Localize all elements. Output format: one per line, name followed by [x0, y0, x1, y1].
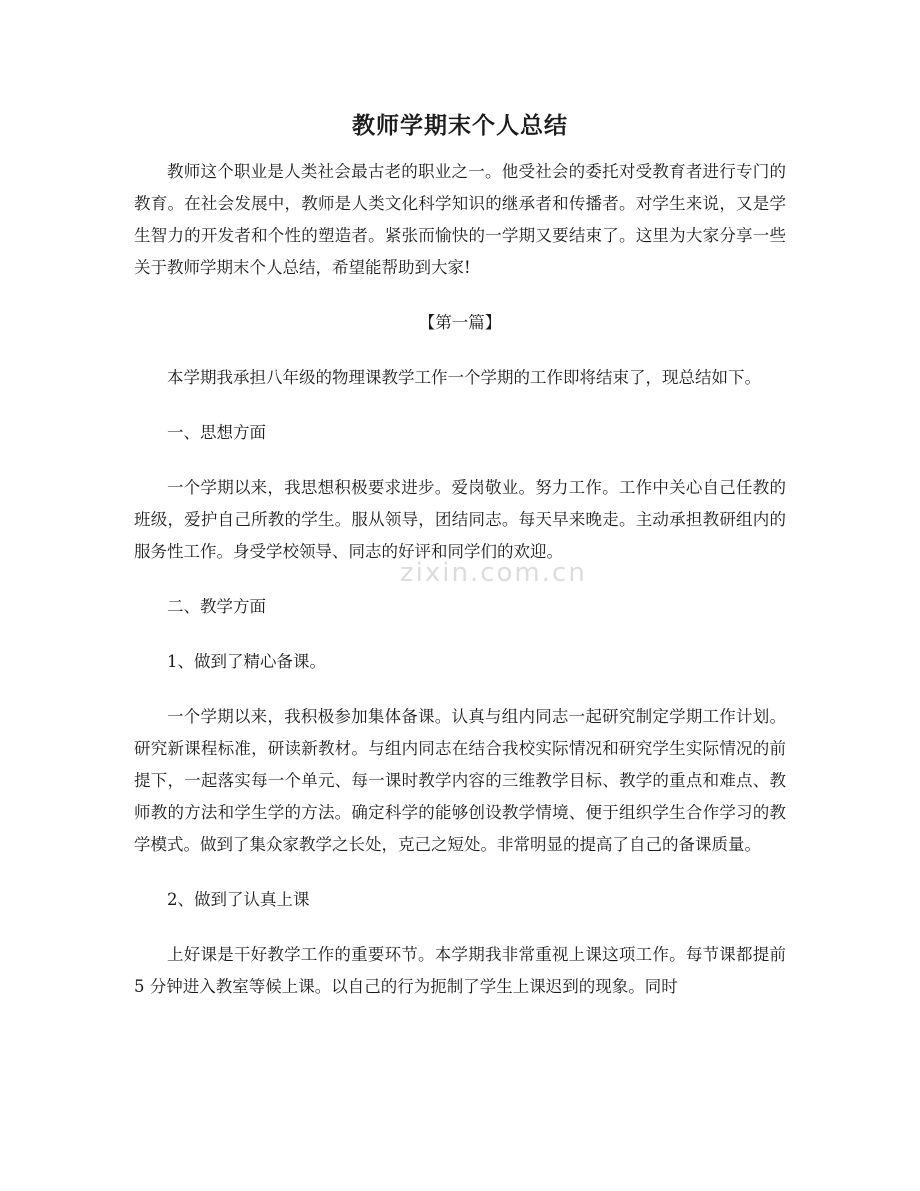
- paragraph-thought: 一个学期以来，我思想积极要求进步。爱岗敬业。努力工作。工作中关心自己任教的班级，爱护自己所教的学生。服从领导，团结同志。每天早来晚走。主动承担教研组内的服务性工作。身受学校领导、同志的好评和同学们的欢迎。: [134, 478, 786, 561]
- heading-preparation: 1、做到了精心备课。: [167, 652, 326, 671]
- heading-thought: 一、思想方面: [167, 423, 266, 442]
- watermark: zixin.com.cn: [400, 558, 587, 588]
- heading-class: 2、做到了认真上课: [167, 890, 310, 909]
- document-title: 教师学期末个人总结: [352, 113, 568, 139]
- paragraph-preparation: 一个学期以来，我积极参加集体备课。认真与组内同志一起研究制定学期工作计划。研究新课程标准，研读新教材。与组内同志在结合我校实际情况和研究学生实际情况的前提下，一起落实每一个单元、每一课时教学内容的三维教学目标、教学的重点和难点、教师教的方法和学生学的方法。确定科学的能够创设教学情境、便于组织学生合作学习的教学模式。做到了集众家教学之长处，克己之短处。非常明显的提高了自己的备课质量。: [134, 707, 786, 854]
- intro-paragraph: 教师这个职业是人类社会最古老的职业之一。他受社会的委托对受教育者进行专门的教育。在社会发展中，教师是人类文化科学知识的继承者和传播者。对学生来说，又是学生智力的开发者和个性的塑造者。紧张而愉快的一学期又要结束了。这里为大家分享一些关于教师学期末个人总结，希望能帮助到大家!: [134, 162, 786, 277]
- paragraph-opening: 本学期我承担八年级的物理课教学工作一个学期的工作即将结束了，现总结如下。: [167, 368, 761, 387]
- paragraph-class: 上好课是干好教学工作的重要环节。本学期我非常重视上课这项工作。每节课都提前 5 分钟进入教室等候上课。以自己的行为扼制了学生上课迟到的现象。同时: [134, 945, 786, 996]
- document-page: [134, 106, 786, 1003]
- heading-teaching: 二、教学方面: [167, 597, 266, 616]
- section-heading: 【第一篇】: [418, 313, 502, 332]
